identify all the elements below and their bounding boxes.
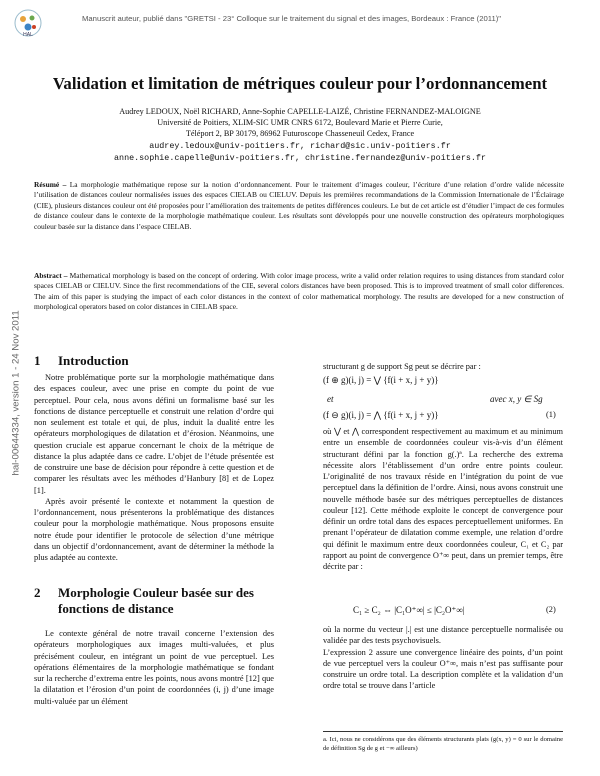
intro-paragraph-1: Notre problématique porte sur la morphologie mathématique dans des espaces couleur, avec une prise en compte du point de vue perceptuel. Pour cela, nous avons défini un formalisme basé sur les fonctions de distance perceptuelle et construit une relation d’ordre qui non seulement est totale et qui, de plus, induit la dualité entre les opérateurs morphologiques de dilatation et d’érosion. Néanmoins, une question cruciale est apparue concernant le choix de la métrique de distance la plus adaptée dans ce cadre. L’objet de l’étude présentée est de construire une base de décision pour répondre à cette question et de comparer les résultats avec les méthodes d’Hanbury [8] et de Lopez [1]. [34, 373, 274, 495]
paragraph-after-eq1: où ⋁ et ⋀ correspondent respectivement au maximum et au minimum entre un ensemble de coordonnées couleur vis-à-vis d’un élément structurant défini par la fonction g(.)ª. La recherche des extrema nécessite alors l’établissement d’un ordre entre points couleur. L’originalité de nos travaux réside en l’intégration du point de vue perceptuel dans la définition de l’ordre. Ainsi, nous avons construit une nouvelle méthode basée sur des métriques perceptuelles de distances couleur [12]. Cette méthode exploite le concept de convergence pour définir un ordre total dans des espaces perceptuellement uniformes. En prenant l’opérateur de dilatation comme exemple, une relation d’ordre qui définit le maximum entre deux coordonnées couleur, C₁ et C₂ par rapport au point de convergence O⁺∞ peut, dans un premier temps, être décrite par : [323, 427, 563, 571]
intro-paragraph-2: Après avoir présenté le contexte et notamment la question de l’ordonnancement, nous présenterons la problématique des distances couleur pour la morphologie mathématique. Nous proposons ensuite notre étude pour identifier le protocole de sélection d’une métrique dans un objectif d’ordonnancement, avant de déterminer la méthode la plus adaptée au contexte. [34, 496, 274, 562]
address: Téléport 2, BP 30179, 86962 Futuroscope Chasseneuil Cedex, France [185, 129, 415, 138]
abstract-text: Mathematical morphology is based on the concept of ordering. With color image process, write a valid order relation requires to using distances from standard color spaces CIELAB or CIELUV. Since the first recommendations of the CIE, several colors distances have been proposed. This is to improved treatment of small color differences. The aim of this paper is studying the impact of each color distances in the context of color mathematical morphology. The results are developed for a new construction of morphological operators based on color distances in CIELAB space. [34, 271, 564, 312]
resume-label: Résumé – [34, 180, 67, 189]
equation-1-dilation: (f ⊕ g)(i, j) = ⋁ {f(i + x, j + y)} [323, 375, 439, 385]
authors: Audrey LEDOUX, Noël RICHARD, Anne-Sophie CAPELLE-LAIZÉ, Christine FERNANDEZ-MALOIGNE [119, 107, 481, 116]
intro-body [34, 372, 274, 563]
paper-title: Validation et limitation de métriques couleur pour l’ordonnancement [52, 74, 548, 93]
abstract-label: Abstract – [34, 271, 68, 280]
equation-1-condition: avec x, y ∈ Sg [490, 394, 543, 404]
hal-logo [13, 8, 43, 38]
running-header: Manuscrit auteur, publié dans "GRETSI - 23° Colloque sur le traitement du signal et des images, Bordeaux : France (2011)" [82, 14, 502, 23]
footnote-rule [323, 731, 563, 732]
svg-text:HAL: HAL [23, 32, 33, 38]
equation-1-number: (1) [546, 410, 556, 419]
section2-paragraph-1: Le contexte général de notre travail concerne l’extension des opérateurs morphologiques aux images multi-valuées, et plus précisément couleur, en intégrant un point de vue perceptuel. Les opérations élémentaires de la morphologie mathématique se fondant sur la recherche d’extrema entre les points, nous avons montré [12] que la dilatation et l’érosion d’un point de coordonnées (i, j) d’une image multi-valuée par un élément [34, 629, 274, 706]
footnote: a. Ici, nous ne considérons que des éléments structurants plats (g(x, y) = 0 sur le domaine de définition Sg de g et −∞ ailleurs) [323, 736, 563, 752]
equation-1-et: et [327, 394, 334, 404]
abstract [34, 271, 564, 313]
emails-line-1: audrey.ledoux@univ-poitiers.fr, richard@sic.univ-poitiers.fr [149, 141, 451, 151]
equation-2: C₁ ≥ C₂ ⇔ |C₁O⁺∞| ≤ |C₂O⁺∞| [353, 605, 465, 615]
resume-text: La morphologie mathématique repose sur la notion d’ordonnancement. Pour le traitement d’images couleur, l’écriture d’une relation d’ordre valide nécessite l’utilisation de distances couleur normalisées issues des espaces CIELAB ou CIELUV. Depuis les premières recommandations de la Commission Internationale de l’Éclairage (CIE), plusieurs distances couleur ont été proposées pour l’amélioration des traitements de petites différences couleurs. Le but de cet article est d’étudier l’impact de ces formules de distance couleur dans le contexte de la morphologie mathématique couleur. Les résultats sont développés pour une nouvelle construction des opérateurs morphologiques couleur basée sur la distance dans l’espace CIELAB. [34, 180, 564, 231]
right-body-2 [323, 624, 563, 692]
resume [34, 180, 564, 232]
paragraph-after-eq2: où la norme du vecteur |.| est une distance perceptuelle normalisée ou validée par des tests psychovisuels. [323, 625, 563, 646]
right-body [323, 426, 563, 572]
right-column-start [323, 361, 563, 372]
hal-identifier: hal-00644334, version 1 - 24 Nov 2011 [10, 310, 22, 476]
emails-line-2: anne.sophie.capelle@univ-poitiers.fr, christine.fernandez@univ-poitiers.fr [114, 153, 486, 163]
equation-1-erosion: (f ⊖ g)(i, j) = ⋀ {f(i + x, j + y)} [323, 410, 439, 420]
section-heading-2: 2 Morphologie Couleur basée sur des fonctions de distance [34, 585, 254, 616]
structurant-text: structurant g de support Sg peut se décrire par : [323, 362, 481, 371]
section2-body [34, 628, 274, 707]
equation-2-number: (2) [546, 605, 556, 614]
section-heading-1: 1 Introduction [34, 353, 129, 368]
paragraph-expression-2: L’expression 2 assure une convergence linéaire des points, d’un point de vue perceptuel vers la couleur O⁺∞, mais n’est pas suffisante pour construire un ordre total. La description complète et la validation d’un ordre total se trouve dans l’article [323, 647, 563, 691]
affiliation: Université de Poitiers, XLIM-SIC UMR CNRS 6172, Boulevard Marie et Pierre Curie, [157, 118, 443, 127]
